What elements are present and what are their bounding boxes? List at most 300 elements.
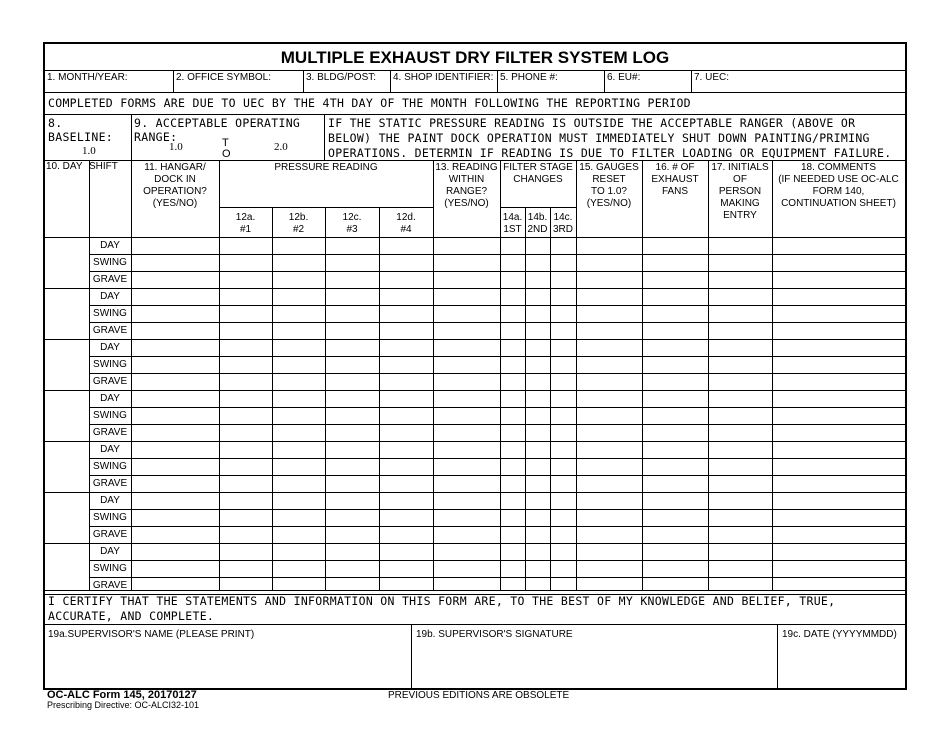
reading-in-range-cell[interactable]	[433, 288, 500, 305]
filter-14c-cell[interactable]	[550, 492, 576, 509]
uec-field[interactable]	[692, 70, 905, 92]
exhaust-fans-cell[interactable]	[642, 322, 708, 339]
pressure-12d-cell[interactable]	[379, 271, 433, 288]
initials-cell[interactable]	[708, 390, 772, 407]
pressure-12c-cell[interactable]	[325, 424, 379, 441]
initials-cell[interactable]	[708, 492, 772, 509]
instruction-line3: OPERATIONS. DETERMIN IF READING IS DUE TO FILTER LOADING OR EQUIPMENT FAILURE.	[328, 146, 892, 160]
gauges-reset-cell[interactable]	[576, 254, 642, 271]
filter-14c-cell[interactable]	[550, 526, 576, 543]
comments-cell[interactable]	[772, 543, 905, 560]
filter-14b-cell[interactable]	[525, 390, 550, 407]
pressure-12c-cell[interactable]	[325, 390, 379, 407]
pressure-12c-cell[interactable]	[325, 509, 379, 526]
gauges-reset-cell[interactable]	[576, 373, 642, 390]
filter-14a-cell[interactable]	[500, 526, 525, 543]
reading-in-range-cell[interactable]	[433, 356, 500, 373]
pressure-12c-cell[interactable]	[325, 271, 379, 288]
reading-in-range-cell[interactable]	[433, 271, 500, 288]
gauges-reset-cell[interactable]	[576, 424, 642, 441]
bldg-post-field[interactable]	[304, 70, 390, 92]
initials-cell[interactable]	[708, 509, 772, 526]
pressure-12d-cell[interactable]	[379, 322, 433, 339]
filter-14c-cell[interactable]	[550, 577, 576, 594]
initials-cell[interactable]	[708, 475, 772, 492]
hangar-dock-cell[interactable]	[131, 577, 219, 594]
exhaust-fans-cell[interactable]	[642, 509, 708, 526]
reading-in-range-cell[interactable]	[433, 458, 500, 475]
supervisor-name-field[interactable]	[45, 624, 411, 690]
exhaust-fans-cell[interactable]	[642, 305, 708, 322]
pressure-12c-cell[interactable]	[325, 356, 379, 373]
hangar-dock-cell[interactable]	[131, 492, 219, 509]
pressure-12b-cell[interactable]	[272, 526, 325, 543]
initials-cell[interactable]	[708, 322, 772, 339]
hangar-dock-cell[interactable]	[131, 526, 219, 543]
pressure-12c-cell[interactable]	[325, 288, 379, 305]
pressure-12a-cell[interactable]	[219, 577, 272, 594]
filter-14c-cell[interactable]	[550, 305, 576, 322]
exhaust-fans-cell[interactable]	[642, 271, 708, 288]
filter-14b-cell[interactable]	[525, 526, 550, 543]
initials-cell[interactable]	[708, 441, 772, 458]
exhaust-fans-cell[interactable]	[642, 475, 708, 492]
hangar-dock-cell[interactable]	[131, 458, 219, 475]
initials-cell[interactable]	[708, 407, 772, 424]
phone-label: 5. PHONE #:	[500, 72, 558, 83]
hangar-dock-cell[interactable]	[131, 373, 219, 390]
hangar-dock-cell[interactable]	[131, 543, 219, 560]
pressure-12d-cell[interactable]	[379, 509, 433, 526]
filter-14b-cell[interactable]	[525, 543, 550, 560]
filter-14b-cell[interactable]	[525, 458, 550, 475]
initials-cell[interactable]	[708, 271, 772, 288]
pressure-12d-cell[interactable]	[379, 339, 433, 356]
exhaust-fans-cell[interactable]	[642, 458, 708, 475]
pressure-12b-cell[interactable]	[272, 458, 325, 475]
pressure-12a-cell[interactable]	[219, 475, 272, 492]
gauges-reset-cell[interactable]	[576, 271, 642, 288]
pressure-12c-cell[interactable]	[325, 441, 379, 458]
filter-14b-cell[interactable]	[525, 254, 550, 271]
gauges-reset-cell[interactable]	[576, 390, 642, 407]
pressure-12b-cell[interactable]	[272, 560, 325, 577]
day-cell[interactable]	[45, 237, 89, 288]
pressure-12a-cell[interactable]	[219, 373, 272, 390]
gauges-reset-cell[interactable]	[576, 458, 642, 475]
filter-14a-cell[interactable]	[500, 560, 525, 577]
pressure-12c-cell[interactable]	[325, 407, 379, 424]
exhaust-fans-cell[interactable]	[642, 339, 708, 356]
reading-in-range-cell[interactable]	[433, 560, 500, 577]
exhaust-fans-cell[interactable]	[642, 373, 708, 390]
gauges-reset-cell[interactable]	[576, 288, 642, 305]
reading-in-range-cell[interactable]	[433, 322, 500, 339]
month-year-field[interactable]	[45, 70, 173, 92]
filter-14b-cell[interactable]	[525, 407, 550, 424]
comments-cell[interactable]	[772, 288, 905, 305]
filter-14b-cell[interactable]	[525, 509, 550, 526]
pressure-12a-cell[interactable]	[219, 492, 272, 509]
pressure-12a-cell[interactable]	[219, 424, 272, 441]
pressure-12d-cell[interactable]	[379, 288, 433, 305]
day-cell[interactable]	[45, 339, 89, 390]
filter-14b-cell[interactable]	[525, 271, 550, 288]
filter-14a-cell[interactable]	[500, 492, 525, 509]
gauges-reset-cell[interactable]	[576, 526, 642, 543]
pressure-12a-cell[interactable]	[219, 237, 272, 254]
comments-cell[interactable]	[772, 424, 905, 441]
filter-14c-cell[interactable]	[550, 356, 576, 373]
exhaust-fans-cell[interactable]	[642, 237, 708, 254]
pressure-12a-cell[interactable]	[219, 526, 272, 543]
filter-14b-cell[interactable]	[525, 560, 550, 577]
reading-in-range-cell[interactable]	[433, 254, 500, 271]
initials-cell[interactable]	[708, 339, 772, 356]
office-symbol-field[interactable]	[174, 70, 303, 92]
pressure-12a-cell[interactable]	[219, 407, 272, 424]
initials-cell[interactable]	[708, 577, 772, 594]
pressure-12a-cell[interactable]	[219, 356, 272, 373]
pressure-12a-cell[interactable]	[219, 322, 272, 339]
pressure-12c-cell[interactable]	[325, 322, 379, 339]
pressure-12c-cell[interactable]	[325, 237, 379, 254]
hangar-dock-cell[interactable]	[131, 271, 219, 288]
pressure-12d-cell[interactable]	[379, 407, 433, 424]
gauges-reset-cell[interactable]	[576, 543, 642, 560]
pressure-12b-cell[interactable]	[272, 288, 325, 305]
initials-cell[interactable]	[708, 373, 772, 390]
exhaust-fans-cell[interactable]	[642, 390, 708, 407]
initials-cell[interactable]	[708, 305, 772, 322]
supervisor-signature-field[interactable]	[412, 624, 777, 690]
col-hangar: 11. HANGAR/ DOCK IN OPERATION? (YES/NO)	[143, 162, 207, 209]
comments-cell[interactable]	[772, 407, 905, 424]
gauges-reset-cell[interactable]	[576, 407, 642, 424]
filter-14a-cell[interactable]	[500, 577, 525, 594]
gauges-reset-cell[interactable]	[576, 441, 642, 458]
initials-cell[interactable]	[708, 560, 772, 577]
hangar-dock-cell[interactable]	[131, 305, 219, 322]
filter-14c-cell[interactable]	[550, 237, 576, 254]
pressure-12c-cell[interactable]	[325, 475, 379, 492]
pressure-12b-cell[interactable]	[272, 254, 325, 271]
initials-cell[interactable]	[708, 356, 772, 373]
hangar-dock-cell[interactable]	[131, 560, 219, 577]
filter-14a-cell[interactable]	[500, 339, 525, 356]
pressure-12c-cell[interactable]	[325, 305, 379, 322]
exhaust-fans-cell[interactable]	[642, 492, 708, 509]
reading-in-range-cell[interactable]	[433, 407, 500, 424]
hangar-dock-cell[interactable]	[131, 424, 219, 441]
filter-14c-cell[interactable]	[550, 560, 576, 577]
hangar-dock-cell[interactable]	[131, 322, 219, 339]
pressure-12b-cell[interactable]	[272, 237, 325, 254]
filter-14c-cell[interactable]	[550, 509, 576, 526]
pressure-12b-cell[interactable]	[272, 407, 325, 424]
gauges-reset-cell[interactable]	[576, 475, 642, 492]
pressure-12a-cell[interactable]	[219, 305, 272, 322]
initials-cell[interactable]	[708, 288, 772, 305]
pressure-12d-cell[interactable]	[379, 492, 433, 509]
pressure-12c-cell[interactable]	[325, 373, 379, 390]
comments-cell[interactable]	[772, 339, 905, 356]
reading-in-range-cell[interactable]	[433, 475, 500, 492]
comments-cell[interactable]	[772, 492, 905, 509]
pressure-12c-cell[interactable]	[325, 543, 379, 560]
filter-14c-cell[interactable]	[550, 254, 576, 271]
filter-14b-cell[interactable]	[525, 475, 550, 492]
date-field[interactable]	[778, 624, 905, 690]
filter-14a-cell[interactable]	[500, 543, 525, 560]
comments-cell[interactable]	[772, 271, 905, 288]
pressure-12b-cell[interactable]	[272, 424, 325, 441]
reading-in-range-cell[interactable]	[433, 305, 500, 322]
exhaust-fans-cell[interactable]	[642, 560, 708, 577]
gauges-reset-cell[interactable]	[576, 305, 642, 322]
gauges-reset-cell[interactable]	[576, 560, 642, 577]
pressure-12c-cell[interactable]	[325, 526, 379, 543]
comments-cell[interactable]	[772, 322, 905, 339]
pressure-12a-cell[interactable]	[219, 339, 272, 356]
pressure-12b-cell[interactable]	[272, 543, 325, 560]
comments-cell[interactable]	[772, 237, 905, 254]
hangar-dock-cell[interactable]	[131, 509, 219, 526]
reading-in-range-cell[interactable]	[433, 577, 500, 594]
comments-cell[interactable]	[772, 458, 905, 475]
hangar-dock-cell[interactable]	[131, 407, 219, 424]
pressure-12b-cell[interactable]	[272, 390, 325, 407]
pressure-12a-cell[interactable]	[219, 390, 272, 407]
filter-14a-cell[interactable]	[500, 373, 525, 390]
day-cell[interactable]	[45, 492, 89, 543]
filter-14c-cell[interactable]	[550, 390, 576, 407]
instruction-line2: BELOW) THE PAINT DOCK OPERATION MUST IMMEDIATELY SHUT DOWN PAINTING/PRIMING	[328, 131, 870, 145]
hangar-dock-cell[interactable]	[131, 237, 219, 254]
pressure-12c-cell[interactable]	[325, 560, 379, 577]
pressure-12d-cell[interactable]	[379, 475, 433, 492]
filter-14a-cell[interactable]	[500, 237, 525, 254]
pressure-12c-cell[interactable]	[325, 339, 379, 356]
hangar-dock-cell[interactable]	[131, 254, 219, 271]
filter-14a-cell[interactable]	[500, 475, 525, 492]
filter-14a-cell[interactable]	[500, 254, 525, 271]
filter-14a-cell[interactable]	[500, 424, 525, 441]
filter-14a-cell[interactable]	[500, 458, 525, 475]
gauges-reset-cell[interactable]	[576, 322, 642, 339]
baseline-value[interactable]: 1.0	[82, 145, 96, 157]
gauges-reset-cell[interactable]	[576, 237, 642, 254]
filter-14b-cell[interactable]	[525, 424, 550, 441]
pressure-12d-cell[interactable]	[379, 441, 433, 458]
pressure-12d-cell[interactable]	[379, 237, 433, 254]
filter-14c-cell[interactable]	[550, 322, 576, 339]
reading-in-range-cell[interactable]	[433, 390, 500, 407]
gauges-reset-cell[interactable]	[576, 339, 642, 356]
pressure-12b-cell[interactable]	[272, 322, 325, 339]
filter-14c-cell[interactable]	[550, 407, 576, 424]
filter-14b-cell[interactable]	[525, 237, 550, 254]
filter-14b-cell[interactable]	[525, 356, 550, 373]
hangar-dock-cell[interactable]	[131, 475, 219, 492]
comments-cell[interactable]	[772, 526, 905, 543]
exhaust-fans-cell[interactable]	[642, 407, 708, 424]
phone-field[interactable]	[498, 70, 604, 92]
gauges-reset-cell[interactable]	[576, 356, 642, 373]
initials-cell[interactable]	[708, 237, 772, 254]
filter-14a-cell[interactable]	[500, 322, 525, 339]
initials-cell[interactable]	[708, 458, 772, 475]
exhaust-fans-cell[interactable]	[642, 254, 708, 271]
pressure-12c-cell[interactable]	[325, 458, 379, 475]
pressure-12c-cell[interactable]	[325, 577, 379, 594]
comments-cell[interactable]	[772, 577, 905, 594]
reading-in-range-cell[interactable]	[433, 339, 500, 356]
reading-in-range-cell[interactable]	[433, 373, 500, 390]
reading-in-range-cell[interactable]	[433, 526, 500, 543]
filter-14c-cell[interactable]	[550, 441, 576, 458]
range-low-value[interactable]: 1.0	[169, 141, 183, 153]
gauges-reset-cell[interactable]	[576, 492, 642, 509]
comments-cell[interactable]	[772, 560, 905, 577]
shift-label: DAY	[100, 342, 120, 353]
pressure-12a-cell[interactable]	[219, 441, 272, 458]
filter-14c-cell[interactable]	[550, 458, 576, 475]
pressure-12d-cell[interactable]	[379, 526, 433, 543]
pressure-12b-cell[interactable]	[272, 305, 325, 322]
pressure-12a-cell[interactable]	[219, 254, 272, 271]
filter-14a-cell[interactable]	[500, 390, 525, 407]
pressure-12b-cell[interactable]	[272, 577, 325, 594]
initials-cell[interactable]	[708, 424, 772, 441]
initials-cell[interactable]	[708, 254, 772, 271]
exhaust-fans-cell[interactable]	[642, 577, 708, 594]
filter-14b-cell[interactable]	[525, 339, 550, 356]
day-cell[interactable]	[45, 441, 89, 492]
pressure-12b-cell[interactable]	[272, 339, 325, 356]
filter-14c-cell[interactable]	[550, 424, 576, 441]
day-cell[interactable]	[45, 543, 89, 594]
pressure-12b-cell[interactable]	[272, 356, 325, 373]
filter-14a-cell[interactable]	[500, 356, 525, 373]
filter-14b-cell[interactable]	[525, 492, 550, 509]
filter-14b-cell[interactable]	[525, 441, 550, 458]
gauges-reset-cell[interactable]	[576, 509, 642, 526]
exhaust-fans-cell[interactable]	[642, 526, 708, 543]
comments-cell[interactable]	[772, 305, 905, 322]
filter-14a-cell[interactable]	[500, 271, 525, 288]
pressure-12d-cell[interactable]	[379, 458, 433, 475]
comments-cell[interactable]	[772, 254, 905, 271]
comments-cell[interactable]	[772, 509, 905, 526]
filter-14a-cell[interactable]	[500, 441, 525, 458]
comments-cell[interactable]	[772, 356, 905, 373]
hangar-dock-cell[interactable]	[131, 441, 219, 458]
filter-14b-cell[interactable]	[525, 305, 550, 322]
reading-in-range-cell[interactable]	[433, 424, 500, 441]
shop-identifier-field[interactable]	[391, 70, 497, 92]
hangar-dock-cell[interactable]	[131, 288, 219, 305]
pressure-12a-cell[interactable]	[219, 288, 272, 305]
prescribing-directive: Prescribing Directive: OC-ALCI32-101	[47, 700, 200, 710]
pressure-12a-cell[interactable]	[219, 560, 272, 577]
pressure-12b-cell[interactable]	[272, 492, 325, 509]
pressure-12d-cell[interactable]	[379, 356, 433, 373]
pressure-12d-cell[interactable]	[379, 543, 433, 560]
exhaust-fans-cell[interactable]	[642, 288, 708, 305]
pressure-12d-cell[interactable]	[379, 560, 433, 577]
comments-cell[interactable]	[772, 441, 905, 458]
pressure-12b-cell[interactable]	[272, 373, 325, 390]
exhaust-fans-cell[interactable]	[642, 543, 708, 560]
reading-in-range-cell[interactable]	[433, 441, 500, 458]
pressure-12a-cell[interactable]	[219, 543, 272, 560]
hangar-dock-cell[interactable]	[131, 356, 219, 373]
filter-14a-cell[interactable]	[500, 288, 525, 305]
filter-14c-cell[interactable]	[550, 339, 576, 356]
filter-14c-cell[interactable]	[550, 288, 576, 305]
range-high-value[interactable]: 2.0	[274, 141, 288, 153]
pressure-12b-cell[interactable]	[272, 271, 325, 288]
reading-in-range-cell[interactable]	[433, 237, 500, 254]
filter-14c-cell[interactable]	[550, 475, 576, 492]
filter-14b-cell[interactable]	[525, 322, 550, 339]
reading-in-range-cell[interactable]	[433, 509, 500, 526]
eu-field[interactable]	[605, 70, 691, 92]
day-cell[interactable]	[45, 390, 89, 441]
filter-14c-cell[interactable]	[550, 543, 576, 560]
exhaust-fans-cell[interactable]	[642, 356, 708, 373]
pressure-12c-cell[interactable]	[325, 492, 379, 509]
pressure-12d-cell[interactable]	[379, 424, 433, 441]
initials-cell[interactable]	[708, 543, 772, 560]
comments-cell[interactable]	[772, 475, 905, 492]
pressure-12d-cell[interactable]	[379, 577, 433, 594]
shift-label: GRAVE	[92, 325, 128, 336]
pressure-12c-cell[interactable]	[325, 254, 379, 271]
filter-14b-cell[interactable]	[525, 577, 550, 594]
filter-14c-cell[interactable]	[550, 271, 576, 288]
reading-in-range-cell[interactable]	[433, 543, 500, 560]
pressure-12b-cell[interactable]	[272, 441, 325, 458]
initials-cell[interactable]	[708, 526, 772, 543]
pressure-12d-cell[interactable]	[379, 390, 433, 407]
filter-14a-cell[interactable]	[500, 305, 525, 322]
day-cell[interactable]	[45, 288, 89, 339]
hangar-dock-cell[interactable]	[131, 390, 219, 407]
filter-14b-cell[interactable]	[525, 288, 550, 305]
pressure-12d-cell[interactable]	[379, 373, 433, 390]
pressure-12a-cell[interactable]	[219, 509, 272, 526]
filter-14a-cell[interactable]	[500, 407, 525, 424]
pressure-12b-cell[interactable]	[272, 475, 325, 492]
filter-14b-cell[interactable]	[525, 373, 550, 390]
pressure-12d-cell[interactable]	[379, 254, 433, 271]
exhaust-fans-cell[interactable]	[642, 424, 708, 441]
comments-cell[interactable]	[772, 373, 905, 390]
hangar-dock-cell[interactable]	[131, 339, 219, 356]
pressure-12b-cell[interactable]	[272, 509, 325, 526]
gauges-reset-cell[interactable]	[576, 577, 642, 594]
filter-14c-cell[interactable]	[550, 373, 576, 390]
pressure-12d-cell[interactable]	[379, 305, 433, 322]
reading-in-range-cell[interactable]	[433, 492, 500, 509]
filter-14a-cell[interactable]	[500, 509, 525, 526]
comments-cell[interactable]	[772, 390, 905, 407]
pressure-12a-cell[interactable]	[219, 271, 272, 288]
pressure-12a-cell[interactable]	[219, 458, 272, 475]
exhaust-fans-cell[interactable]	[642, 441, 708, 458]
